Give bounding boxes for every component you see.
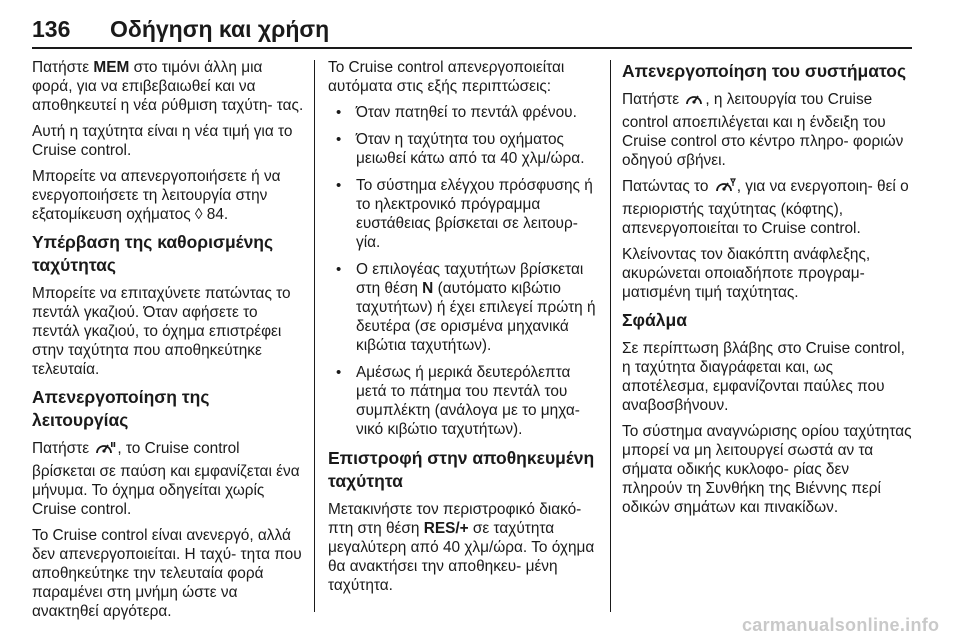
paragraph: Το Cruise control είναι ανενεργό, αλλά δεν απενεργοποιείται. Η ταχύ- τητα που αποθηκεύτηκε την τελευταία φορά παραμένει στη μνήμη ώστε να ανακτηθεί αργότερα. <box>32 527 302 620</box>
column-divider <box>610 60 611 612</box>
paragraph: Το Cruise control απενεργοποιείται αυτόματα στις εξής περιπτώσεις: <box>328 59 565 95</box>
list-item: • Όταν η ταχύτητα του οχήματος μειωθεί κάτω από τα 40 χλμ/ώρα. <box>328 130 600 168</box>
paragraph: Πατήστε MEM στο τιμόνι άλλη μια φορά, για να επιβεβαιωθεί και να αποθηκευτεί η νέα ρύθμιση ταχύτη- τας. <box>32 59 304 114</box>
column-3 <box>622 58 912 524</box>
column-1 <box>32 58 304 628</box>
section-heading: Επιστροφή στην αποθηκευμένη ταχύτητα <box>328 448 595 491</box>
list-item: • Όταν πατηθεί το πεντάλ φρένου. <box>328 103 600 122</box>
page-header <box>32 14 912 44</box>
cruise-pause-icon <box>94 439 116 462</box>
page-reference-icon: ◊ <box>194 206 203 223</box>
page-title: Οδήγηση και χρήση <box>110 16 330 42</box>
watermark: carmanualsonline.info <box>742 615 940 635</box>
paragraph: Μετακινήστε τον περιστροφικό διακό- πτη στη θέση RES/+ σε ταχύτητα μεγαλύτερη από 40 χλμ/ώρα. Το όχημα θα ανακτήσει την αποθηκευ- μένη ταχύτητα. <box>328 501 595 594</box>
paragraph: Το σύστημα αναγνώρισης ορίου ταχύτητας μπορεί να μη λειτουργεί σωστά αν τα σήματα οδικής κυκλοφο- ρίας δεν πληρούν τη Συνθήκη της Βιέννης περί οδικών σημάτων και πινακίδων. <box>622 423 912 516</box>
paragraph: Μπορείτε να απενεργοποιήσετε ή να ενεργοποιήσετε τη λειτουργία στην εξατομίκευση οχήματος ◊ 84. <box>32 168 281 223</box>
column-2 <box>328 58 600 602</box>
section-heading: Σφάλμα <box>622 310 687 330</box>
section-heading: Απενεργοποίηση της λειτουργίας <box>32 387 210 430</box>
section-heading: Υπέρβαση της καθορισμένης ταχύτητας <box>32 232 274 275</box>
page-number: 136 <box>32 16 71 42</box>
paragraph: Σε περίπτωση βλάβης στο Cruise control, η ταχύτητα διαγράφεται και, ως αποτέλεσμα, εμφανίζονται παύλες που αναβοσβήνουν. <box>622 340 905 414</box>
mem-button-label: MEM <box>93 59 130 76</box>
column-divider <box>314 60 315 612</box>
paragraph: Κλείνοντας τον διακόπτη ανάφλεξης, ακυρώνεται οποιαδήποτε προγραμ- ματισμένη τιμή ταχύτητας. <box>622 246 871 301</box>
cruise-control-icon <box>684 90 704 113</box>
bullet-list <box>328 103 600 439</box>
header-rule <box>32 47 912 49</box>
paragraph: Αυτή η ταχύτητα είναι η νέα τιμή για το Cruise control. <box>32 123 293 159</box>
paragraph: Πατήστε , η λειτουργία του Cruise control αποεπιλέγεται και η ένδειξη του Cruise control στο κέντρο πληρο- φοριών οδηγού σβήνει. <box>622 91 904 169</box>
paragraph: Πατώντας το , για να ενεργοποιη- θεί ο περιοριστής ταχύτητας (κόφτης), απενεργοποιείται το Cruise control. <box>622 178 909 237</box>
section-heading: Απενεργοποίηση του συστήματος <box>622 61 907 81</box>
paragraph: Μπορείτε να επιταχύνετε πατώντας το πεντάλ γκαζιού. Όταν αφήσετε το πεντάλ γκαζιού, το όχημα επιστρέφει στην ταχύτητα που αποθηκεύτηκε τελευταία. <box>32 285 291 378</box>
list-item: • Αμέσως ή μερικά δευτερόλεπτα μετά το πάτημα του πεντάλ του συμπλέκτη (ανάλογα με το μηχα- νικό κιβώτιο ταχυτήτων). <box>328 363 600 439</box>
list-item: • Το σύστημα ελέγχου πρόσφυσης ή το ηλεκτρονικό πρόγραμμα ευστάθειας βρίσκεται σε λειτουρ- γία. <box>328 176 600 252</box>
res-button-label: RES/+ <box>423 520 469 537</box>
paragraph: Πατήστε , το Cruise control βρίσκεται σε παύση και εμφανίζεται ένα μήνυμα. Το όχημα οδηγείται χωρίς Cruise control. <box>32 440 300 518</box>
speed-limiter-icon <box>714 177 736 200</box>
list-item: • Ο επιλογέας ταχυτήτων βρίσκεται στη θέση N (αυτόματο κιβώτιο ταχυτήτων) ή έχει επιλεγεί πρώτη ή δευτέρα (σε ορισμένα μηχανικά κιβώτια ταχυτήτων). <box>328 260 600 355</box>
